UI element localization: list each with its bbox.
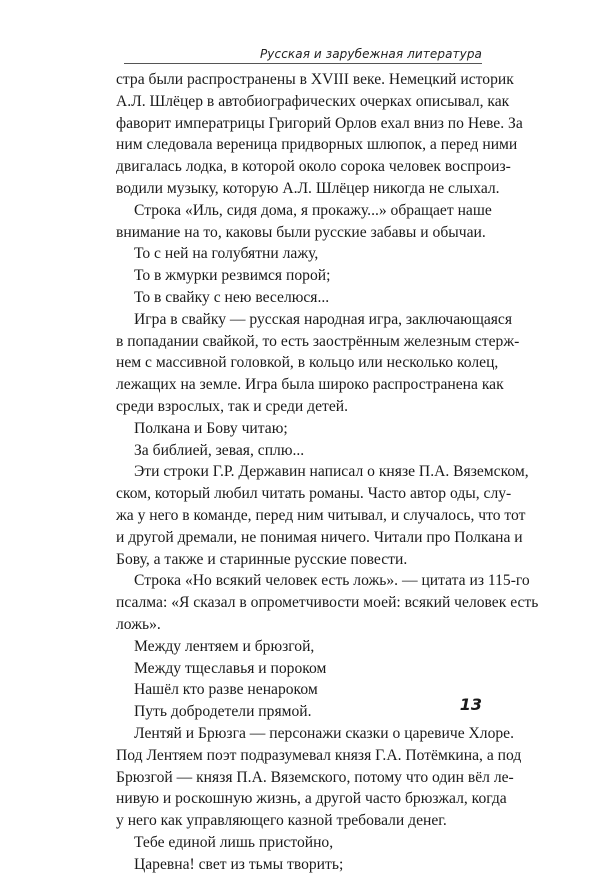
text-line: нивую и роскошную жизнь, а другой часто брюзжал, когда bbox=[116, 790, 507, 808]
text-line: псалма: «Я сказал в опрометчивости моей: всякий человек есть bbox=[116, 594, 539, 612]
text-line: у него как управляющего казной требовали денег. bbox=[116, 812, 447, 830]
text-line: Брюзгой — князя П.А. Вяземского, потому что один вёл ле- bbox=[116, 768, 514, 786]
text-line: стра были распространены в XVIII веке. Немецкий историк bbox=[116, 71, 514, 88]
page-number: 13 bbox=[459, 695, 482, 714]
verse-line: То в свайку с нею веселюся... bbox=[134, 288, 330, 306]
verse-line: Полкана и Бову читаю; bbox=[134, 419, 288, 437]
text-line: среди взрослых, так и среди детей. bbox=[116, 397, 348, 415]
text-line: внимание на то, каковы были русские забавы и обычаи. bbox=[116, 223, 486, 241]
text-line: Строка «Иль, сидя дома, я прокажу...» обращает наше bbox=[134, 201, 492, 219]
text-line: в попадании свайкой, то есть заострённым железным стерж- bbox=[116, 332, 520, 350]
verse-line: Тебе единой лишь пристойно, bbox=[134, 833, 334, 851]
text-line: нем с массивной головкой, в кольцо или несколько колец, bbox=[116, 354, 499, 372]
text-line: водили музыку, которую А.Л. Шлёцер никогда не слыхал. bbox=[116, 179, 500, 197]
text-line: Игра в свайку — русская народная игра, заключающаяся bbox=[134, 310, 513, 328]
text-line: А.Л. Шлёцер в автобиографических очерках описывал, как bbox=[116, 92, 510, 110]
text-line: Бову, а также и старинные русские повести. bbox=[116, 550, 408, 568]
header-rule bbox=[124, 63, 482, 64]
text-line: ним следовала вереница придворных шлюпок, а перед ними bbox=[116, 136, 518, 154]
verse-line: То с ней на голубятни лажу, bbox=[134, 245, 319, 263]
verse-line: Между лентяем и брюзгой, bbox=[134, 637, 315, 655]
text-line: Эти строки Г.Р. Державин написал о князе П.А. Вяземском, bbox=[134, 463, 529, 481]
verse-line: За библией, зевая, сплю... bbox=[134, 441, 305, 459]
body-text bbox=[116, 69, 539, 875]
verse-line: Путь добродетели прямой. bbox=[134, 703, 312, 721]
text-line: жа у него в команде, перед ним читывал, и случалось, что тот bbox=[116, 506, 526, 524]
verse-line: Между тщеславья и пороком bbox=[134, 659, 327, 677]
text-line: ложь». bbox=[116, 615, 161, 633]
text-line: Строка «Но всякий человек есть ложь». — цитата из 115-го bbox=[134, 572, 530, 590]
verse-line: Царевна! свет из тьмы творить; bbox=[134, 855, 344, 873]
text-line: двигалась лодка, в которой около сорока человек воспроиз- bbox=[116, 158, 511, 176]
verse-line: То в жмурки резвимся порой; bbox=[134, 267, 331, 285]
text-line: лежащих на земле. Игра была широко распространена как bbox=[116, 376, 504, 394]
running-header: Русская и зарубежная литература bbox=[259, 47, 482, 61]
text-line: Под Лентяем поэт подразумевал князя Г.А. Потёмкина, а под bbox=[116, 746, 522, 764]
text-line: ском, который любил читать романы. Часто автор оды, слу- bbox=[116, 485, 512, 503]
text-line: фаворит императрицы Григорий Орлов ехал вниз по Неве. За bbox=[116, 114, 523, 132]
text-line: и другой дремали, не понимая ничего. Читали про Полкана и bbox=[116, 528, 523, 546]
text-line: Лентяй и Брюзга — персонажи сказки о царевиче Хлоре. bbox=[134, 724, 515, 742]
verse-line: Нашёл кто разве ненароком bbox=[134, 681, 318, 699]
